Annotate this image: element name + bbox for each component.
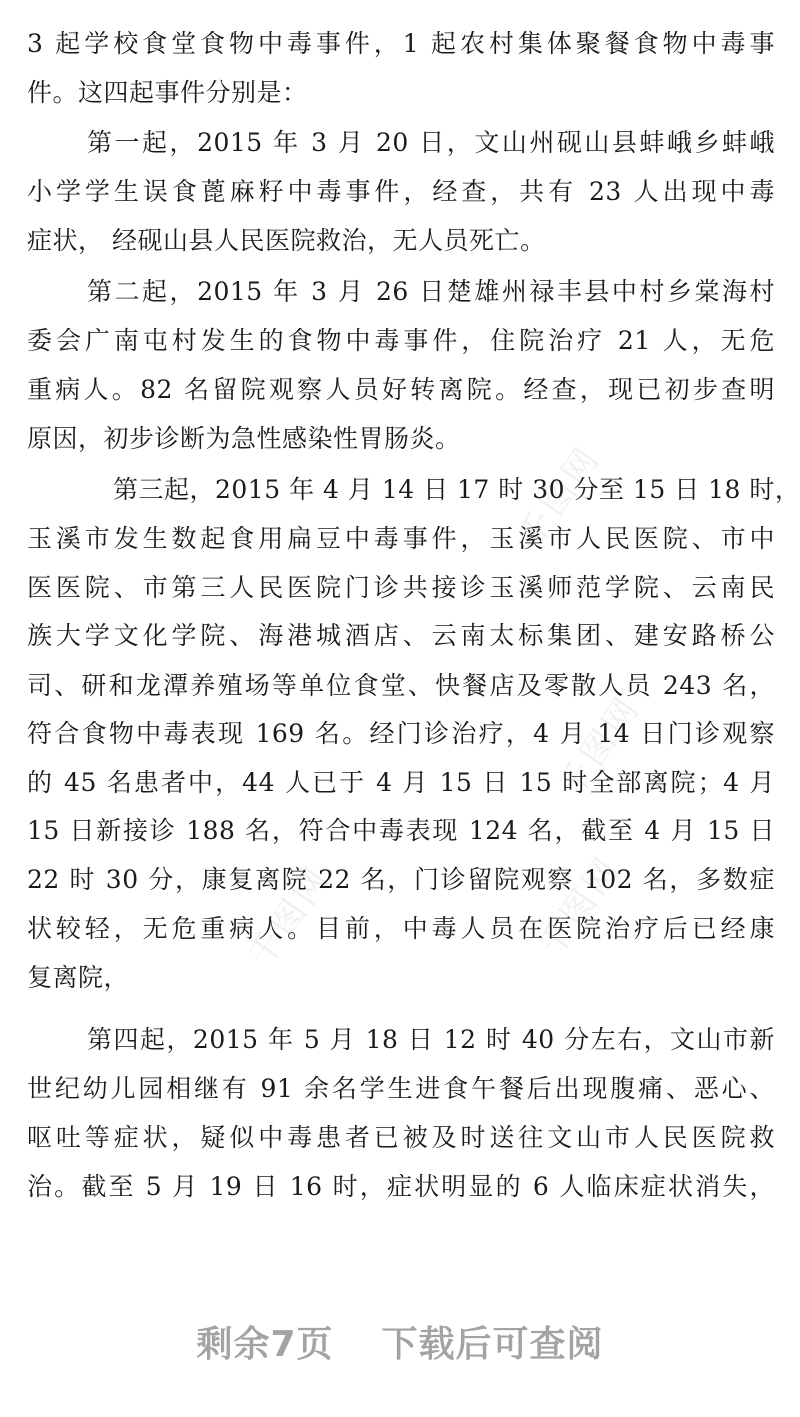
text-line: 玉溪市发生数起食用扁豆中毒事件，玉溪市人民医院、市中 [27, 524, 775, 553]
text-line: 族大学文化学院、海港城酒店、云南太标集团、建安路桥公 [27, 621, 775, 650]
text-line: 复离院， [27, 963, 130, 992]
text-line: 委会广南屯村发生的食物中毒事件，住院治疗 21 人，无危 [27, 326, 775, 355]
download-hint-label[interactable]: 下载后可查阅 [381, 1324, 604, 1365]
text-line: 呕吐等症状，疑似中毒患者已被及时送往文山市人民医院救 [27, 1123, 775, 1152]
watermark-text: 千图网 [550, 688, 649, 805]
text-line: 第三起，2015 年 4 月 14 日 17 时 30 分至 15 日 18 时， [113, 475, 800, 504]
text-line: 第二起，2015 年 3 月 26 日楚雄州禄丰县中村乡棠海村 [87, 277, 775, 306]
text-line: 司、研和龙潭养殖场等单位食堂、快餐店及零散人员 243 名， [27, 671, 775, 700]
text-line: 15 日新接诊 188 名，符合中毒表现 124 名，截至 4 月 15 日 [27, 816, 775, 845]
text-line: 件。这四起事件分别是： [27, 78, 308, 107]
watermark-text: 千图网 [240, 858, 339, 975]
text-line: 世纪幼儿园相继有 91 余名学生进食午餐后出现腹痛、恶心、 [27, 1074, 775, 1103]
text-line: 22 时 30 分，康复离院 22 名，门诊留院观察 102 名，多数症 [27, 865, 775, 894]
remaining-pages-label[interactable]: 剩余7页 [196, 1324, 334, 1365]
text-line: 小学学生误食蓖麻籽中毒事件，经查，共有 23 人出现中毒 [27, 177, 775, 206]
download-prompt[interactable] [0, 1316, 800, 1367]
text-line: 第一起，2015 年 3 月 20 日，文山州砚山县蚌峨乡蚌峨 [87, 128, 775, 157]
text-line: 原因，初步诊断为急性感染性胃肠炎。 [27, 424, 461, 453]
text-line: 符合食物中毒表现 169 名。经门诊治疗，4 月 14 日门诊观察 [27, 719, 775, 748]
watermark-text: 千图网 [510, 438, 609, 555]
text-line: 3 起学校食堂食物中毒事件，1 起农村集体聚餐食物中毒事 [27, 29, 775, 58]
text-line: 的 45 名患者中，44 人已于 4 月 15 日 15 时全部离院；4 月 [27, 768, 775, 797]
watermark-text: 千图网 [530, 848, 629, 965]
text-line: 第四起，2015 年 5 月 18 日 12 时 40 分左右，文山市新 [87, 1025, 775, 1054]
text-line: 重病人。82 名留院观察人员好转离院。经查，现已初步查明 [27, 375, 775, 404]
text-line: 状较轻，无危重病人。目前，中毒人员在医院治疗后已经康 [27, 914, 775, 943]
text-line: 治。截至 5 月 19 日 16 时，症状明显的 6 人临床症状消失， [27, 1172, 775, 1201]
text-line: 医医院、市第三人民医院门诊共接诊玉溪师范学院、云南民 [27, 573, 775, 602]
text-line: 症状， 经砚山县人民医院救治，无人员死亡。 [27, 226, 546, 255]
